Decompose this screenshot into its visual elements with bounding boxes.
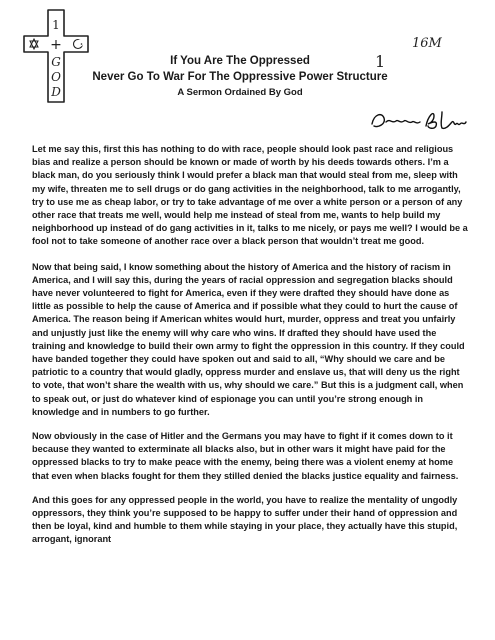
page-number: 1 — [375, 52, 386, 71]
handwritten-code: 16M — [412, 36, 442, 51]
sermon-body — [32, 143, 470, 557]
crescent-icon — [74, 40, 84, 49]
cross-letter-g: G — [51, 55, 61, 69]
subtitle: A Sermon Ordained By God — [177, 87, 303, 98]
paragraph-1: Let me say this, first this has nothing to do with race, people should look past race and religious bias and realize a person should be known or made of worth by his deeds towards others. I’m a black man, do you seriously think I would prefer a black man that would steal from me, sleep with my wife, threaten me to sell drugs or do gang activities in the neighborhood, talk to me arrogantly, try to use me as cheap labor, or try to take advantage of me over a white person or a person of any other race that treats me well, would help me instead of steal from me, wants to help build my neighborhood up instead of do gang activities in it, talks to me nicely, or pays me well? I would be a fool not to take someone of another race over a black person that wouldn’t treat me good. — [32, 144, 468, 247]
cross-letter-o: O — [51, 70, 61, 84]
title-block — [60, 53, 420, 99]
title-line-1: If You Are The Oppressed — [170, 55, 310, 67]
cross-top-text: 1 — [52, 18, 60, 32]
paragraph-3: Now obviously in the case of Hitler and the Germans you may have to fight if it comes down to it because they wanted to exterminate all blacks also, but in other wars it might have paid for the oppressed blacks to try to make peace with the enemy, being there was a violent enemy at home that even when blacks fought for them they stilled denied the blacks justice equality and fairness. — [32, 431, 459, 481]
paragraph-2: Now that being said, I know something about the history of America and the history of racism in America, and I will say this, during the years of racial oppression and segregation blacks should have never volunteered to fight for America, even if they were drafted they should have done as little as possible to help the cause of America and if possible what they could to hurt the cause of America. The reason being if American whites would hurt, murder, oppress and treat you unfairly and unjustly just like the enemy will why care who wins. If drafted they should have used the training and knowledge to build their own army to fight the oppression in this country. If they could have banded together they could have spoken out and said to all, “Why should we care and be patriotic to a country that would gladly, oppress murder and enslave us, that will deny us the right to vote, that won’t share the wealth with us, why should we care.” But this is a judgment call, when to speak out, or just do whatever kind of espionage you can until you’re strong enough in knowledge and in numbers to go further. — [32, 261, 465, 417]
paragraph-4: And this goes for any oppressed people in the world, you have to realize the mentality of ungodly oppressors, they think you’re supposed to be happy to suffer under their hand of oppression and then be loyal, kind and humble to them while staying in your place, they actually have this stupid, arrogant, ignorant — [32, 494, 458, 545]
cross-letter-d: D — [51, 85, 61, 99]
signature-image — [368, 104, 468, 134]
title-line-2: Never Go To War For The Oppressive Power Structure — [92, 71, 388, 83]
star-of-david-icon — [30, 39, 38, 49]
cross-middle-text: + — [50, 37, 62, 53]
